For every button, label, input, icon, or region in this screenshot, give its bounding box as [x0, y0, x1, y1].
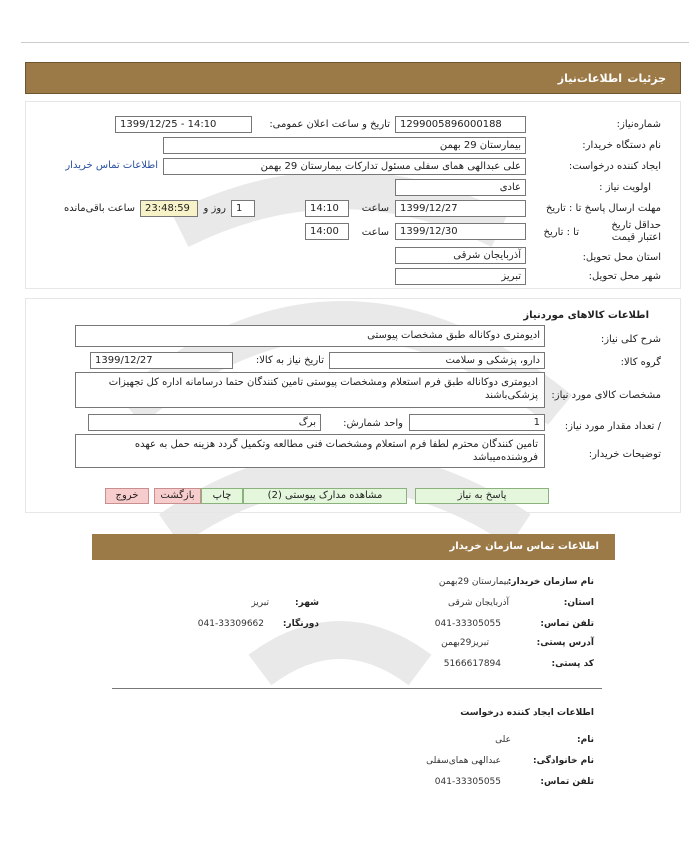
desc-field: تامین کنندگان محترم لطفا فرم استعلام ومشخصات فنی مطالعه وتکمیل گردد هزینه حمل به عهده فروشنده‌میباشد: [75, 434, 545, 468]
top-divider: [21, 42, 689, 43]
contact-address-value: تبریز29بهمن: [441, 638, 489, 648]
creator-phone-label: تلفن تماس:: [540, 777, 594, 787]
desc-label: توضیحات خریدار:: [588, 449, 661, 460]
contact-province-value: آذربایجان شرقی: [448, 598, 509, 608]
priority-label: اولویت نیاز :: [599, 182, 651, 193]
need-date-field: 1399/12/27: [90, 352, 233, 369]
remaining-time-field: 23:48:59: [140, 200, 198, 217]
contact-postal-value: 5166617894: [443, 659, 501, 669]
day-and-label: روز و: [203, 203, 226, 214]
group-label: گروه کالا:: [620, 357, 661, 368]
deadline-time-label: ساعت: [361, 203, 389, 214]
remaining-label: ساعت باقی‌مانده: [63, 203, 135, 214]
buyer-org-label: نام دستگاه خریدار:: [582, 140, 661, 151]
deadline-label: مهلت ارسال پاسخ تا : تاریخ: [545, 203, 661, 214]
deadline-date-field: 1399/12/27: [395, 200, 526, 217]
creator-info-title: اطلاعات ایجاد کننده درخواست: [460, 708, 594, 718]
contact-address-label: آدرس پستی:: [536, 638, 594, 648]
spec-field: ادیومتری دوکاناله طبق فرم استعلام ومشخصات پیوستی تامین کنندگان حتما درسامانه اداره کل تجهیزات پزشکی‌باشند: [75, 372, 545, 408]
contact-org-value: بیمارستان 29بهمن: [438, 577, 509, 587]
announce-field: 1399/12/25 - 14:10: [115, 116, 252, 133]
creator-phone-value: 041-33305055: [434, 777, 501, 787]
contact-fax-label: دورنگار:: [282, 619, 319, 629]
need-number-field: 1299005896000188: [395, 116, 526, 133]
creator-family-value: عبدالهی همای‌سفلی: [426, 756, 501, 766]
qty-field: 1: [409, 414, 545, 431]
general-field: ادیومتری دوکاناله طبق مشخصات پیوستی: [75, 325, 545, 347]
attachments-button[interactable]: مشاهده مدارک پیوستی (2): [243, 488, 407, 504]
days-remaining-field: 1: [231, 200, 255, 217]
general-label: شرح کلی نیاز:: [600, 334, 661, 345]
creator-field: علی عبدالهی همای سفلی مسئول تدارکات بیمارستان 29 بهمن: [163, 158, 526, 175]
contact-province-label: استان:: [563, 598, 594, 608]
province-label: استان محل تحویل:: [582, 252, 661, 263]
unit-field: برگ: [88, 414, 321, 431]
contact-title: اطلاعات تماس سازمان خریدار: [449, 541, 599, 552]
validity-to-label: تا : تاریخ: [543, 227, 579, 238]
contact-postal-label: کد پستی:: [551, 659, 594, 669]
buyer-org-field: بیمارستان 29 بهمن: [163, 137, 526, 154]
validity-time-label: ساعت: [361, 227, 389, 238]
title-bar: [25, 62, 681, 94]
contact-fax-value: 041-33309662: [197, 619, 264, 629]
exit-button[interactable]: خروج: [105, 488, 149, 504]
province-field: آذربایجان شرقی: [395, 247, 526, 264]
validity-label: حداقل تاریخ اعتبار قیمت: [611, 220, 661, 243]
need-number-label: شماره‌نیاز:: [616, 119, 661, 130]
need-date-label: تاریخ نیاز به کالا:: [255, 355, 324, 366]
city-field: تبریز: [395, 268, 526, 285]
group-field: دارو، پزشکی و سلامت: [329, 352, 545, 369]
validity-time-field: 14:00: [305, 223, 349, 240]
goods-title: اطلاعات کالاهای مورد‌نیاز: [523, 310, 649, 321]
creator-name-label: نام:: [577, 735, 594, 745]
city-label: شهر محل تحویل:: [588, 271, 661, 282]
unit-label: واحد شمارش:: [343, 418, 403, 429]
contact-section-header: [92, 534, 615, 560]
announce-label: تاریخ و ساعت اعلان عمومی:: [269, 119, 390, 130]
tab-need-info[interactable]: اطلاعات‌نیاز: [557, 72, 622, 85]
priority-field: عادی: [395, 179, 526, 196]
creator-label: ایجاد کننده درخواست:: [568, 161, 661, 172]
buyer-contact-link[interactable]: اطلاعات تماس خریدار: [65, 160, 158, 171]
contact-city-label: شهر:: [295, 598, 319, 608]
spec-label: مشخصات کالای مورد نیاز:: [551, 390, 661, 401]
contact-city-value: تبریز: [251, 598, 269, 608]
section-divider: [112, 688, 602, 689]
qty-label: / تعداد مقدار مورد نیاز:: [564, 421, 661, 432]
back-button[interactable]: بازگشت: [154, 488, 201, 504]
contact-phone-label: تلفن تماس:: [540, 619, 594, 629]
contact-org-label: نام سازمان خریدار:: [507, 577, 594, 587]
deadline-time-field: 14:10: [305, 200, 349, 217]
tab-details[interactable]: جزئیات: [627, 72, 666, 85]
creator-family-label: نام خانوادگی:: [532, 756, 594, 766]
contact-phone-value: 041-33305055: [434, 619, 501, 629]
respond-button[interactable]: پاسخ به نیاز: [415, 488, 549, 504]
validity-date-field: 1399/12/30: [395, 223, 526, 240]
creator-name-value: علی: [495, 735, 511, 745]
print-button[interactable]: چاپ: [201, 488, 243, 504]
